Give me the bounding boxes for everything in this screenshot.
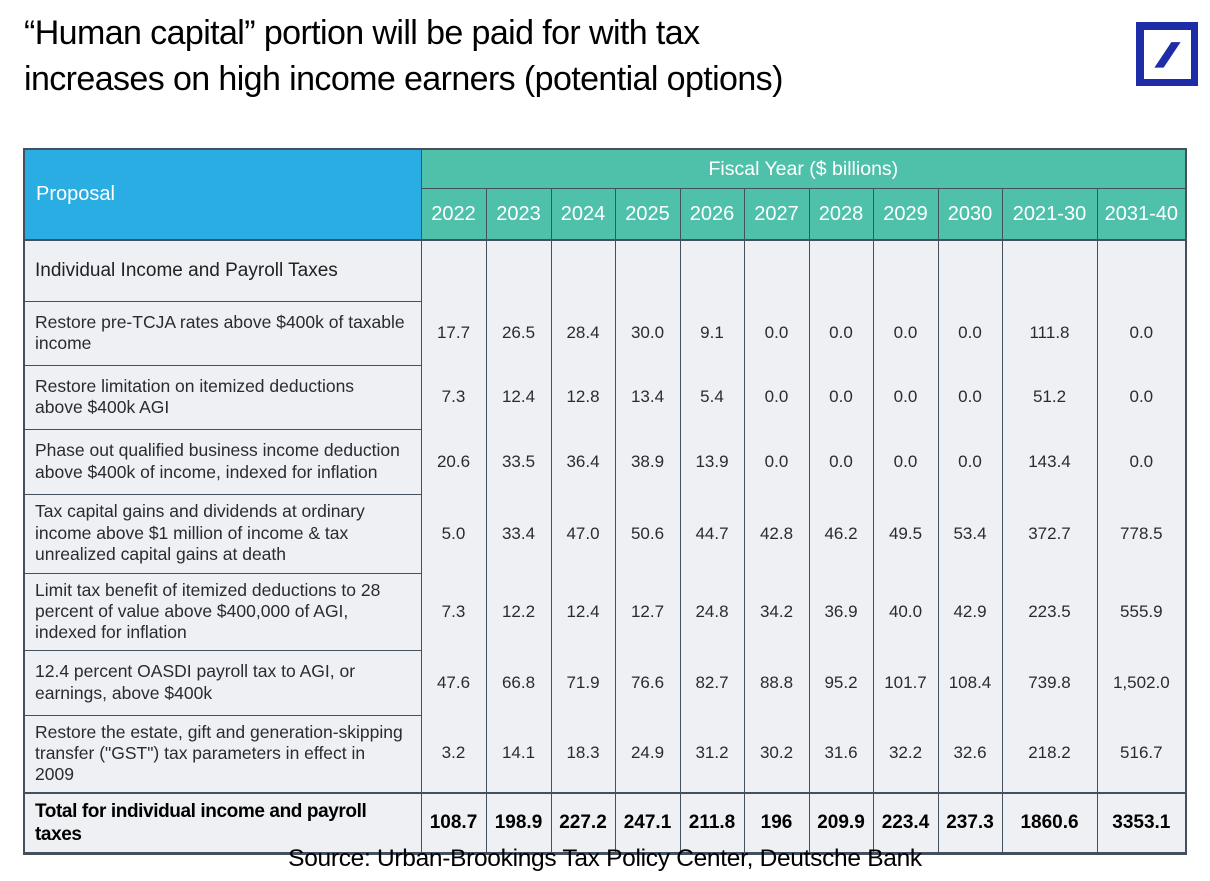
value-cell: 14.1	[486, 715, 551, 793]
empty-value-cell	[809, 240, 873, 301]
value-cell: 516.7	[1097, 715, 1186, 793]
value-cell: 9.1	[680, 301, 744, 365]
empty-value-cell	[744, 240, 809, 301]
value-cell: 0.0	[873, 365, 938, 429]
deutsche-bank-logo-icon	[1136, 22, 1198, 86]
value-cell: 28.4	[551, 301, 615, 365]
value-cell: 0.0	[1097, 365, 1186, 429]
year-column-header: 2023	[486, 189, 551, 241]
deutsche-bank-slash-icon	[1144, 30, 1191, 79]
year-column-header: 2031-40	[1097, 189, 1186, 241]
value-cell: 34.2	[744, 573, 809, 650]
value-cell: 739.8	[1002, 650, 1097, 715]
value-cell: 0.0	[1097, 301, 1186, 365]
year-column-header: 2030	[938, 189, 1002, 241]
year-column-header: 2024	[551, 189, 615, 241]
value-cell: 40.0	[873, 573, 938, 650]
value-cell: 82.7	[680, 650, 744, 715]
value-cell: 0.0	[873, 429, 938, 494]
value-cell: 0.0	[744, 429, 809, 494]
year-column-header: 2025	[615, 189, 680, 241]
value-cell: 88.8	[744, 650, 809, 715]
value-cell: 555.9	[1097, 573, 1186, 650]
value-cell: 66.8	[486, 650, 551, 715]
value-cell: 18.3	[551, 715, 615, 793]
total-value-cell: 196	[744, 793, 809, 854]
table-row	[24, 301, 1186, 365]
value-cell: 44.7	[680, 494, 744, 573]
page-title-line-1: “Human capital” portion will be paid for with tax	[24, 14, 700, 52]
value-cell: 33.4	[486, 494, 551, 573]
value-cell: 111.8	[1002, 301, 1097, 365]
proposal-cell: Restore limitation on itemized deductions above $400k AGI	[24, 365, 421, 429]
value-cell: 49.5	[873, 494, 938, 573]
total-value-cell: 198.9	[486, 793, 551, 854]
value-cell: 0.0	[1097, 429, 1186, 494]
value-cell: 24.9	[615, 715, 680, 793]
value-cell: 38.9	[615, 429, 680, 494]
table-row	[24, 650, 1186, 715]
empty-value-cell	[486, 240, 551, 301]
value-cell: 0.0	[938, 301, 1002, 365]
total-value-cell: 237.3	[938, 793, 1002, 854]
empty-value-cell	[873, 240, 938, 301]
value-cell: 12.2	[486, 573, 551, 650]
value-cell: 32.2	[873, 715, 938, 793]
fiscal-year-header: Fiscal Year ($ billions)	[421, 149, 1186, 189]
value-cell: 0.0	[744, 365, 809, 429]
value-cell: 33.5	[486, 429, 551, 494]
empty-value-cell	[938, 240, 1002, 301]
total-value-cell: 227.2	[551, 793, 615, 854]
value-cell: 47.0	[551, 494, 615, 573]
empty-value-cell	[1002, 240, 1097, 301]
value-cell: 51.2	[1002, 365, 1097, 429]
year-column-header: 2021-30	[1002, 189, 1097, 241]
year-column-header: 2026	[680, 189, 744, 241]
proposal-cell: Phase out qualified business income deduction above $400k of income, indexed for inflation	[24, 429, 421, 494]
value-cell: 223.5	[1002, 573, 1097, 650]
value-cell: 30.0	[615, 301, 680, 365]
table-row	[24, 573, 1186, 650]
page-title	[24, 10, 783, 102]
fiscal-year-banner-row	[24, 149, 1186, 189]
table-row	[24, 715, 1186, 793]
value-cell: 7.3	[421, 365, 486, 429]
value-cell: 50.6	[615, 494, 680, 573]
total-value-cell: 1860.6	[1002, 793, 1097, 854]
value-cell: 3.2	[421, 715, 486, 793]
total-value-cell: 3353.1	[1097, 793, 1186, 854]
value-cell: 26.5	[486, 301, 551, 365]
proposal-cell: Tax capital gains and dividends at ordinary income above $1 million of income & tax unrealized capital gains at death	[24, 494, 421, 573]
value-cell: 76.6	[615, 650, 680, 715]
year-column-header: 2022	[421, 189, 486, 241]
value-cell: 0.0	[809, 365, 873, 429]
value-cell: 12.4	[486, 365, 551, 429]
value-cell: 0.0	[809, 429, 873, 494]
table-row	[24, 365, 1186, 429]
value-cell: 0.0	[744, 301, 809, 365]
value-cell: 13.9	[680, 429, 744, 494]
value-cell: 95.2	[809, 650, 873, 715]
value-cell: 20.6	[421, 429, 486, 494]
table-row	[24, 494, 1186, 573]
year-column-header: 2029	[873, 189, 938, 241]
value-cell: 36.9	[809, 573, 873, 650]
total-value-cell: 223.4	[873, 793, 938, 854]
source-line: Source: Urban-Brookings Tax Policy Center, Deutsche Bank	[288, 845, 922, 872]
page-title-line-2: increases on high income earners (potential options)	[24, 60, 783, 98]
total-value-cell: 209.9	[809, 793, 873, 854]
empty-value-cell	[680, 240, 744, 301]
value-cell: 101.7	[873, 650, 938, 715]
table-row	[24, 429, 1186, 494]
value-cell: 0.0	[938, 365, 1002, 429]
value-cell: 12.8	[551, 365, 615, 429]
empty-value-cell	[551, 240, 615, 301]
value-cell: 13.4	[615, 365, 680, 429]
proposal-cell: Restore pre-TCJA rates above $400k of taxable income	[24, 301, 421, 365]
empty-value-cell	[1097, 240, 1186, 301]
value-cell: 32.6	[938, 715, 1002, 793]
value-cell: 30.2	[744, 715, 809, 793]
section-header-row	[24, 240, 1186, 301]
total-value-cell: 108.7	[421, 793, 486, 854]
proposal-cell: Limit tax benefit of itemized deductions to 28 percent of value above $400,000 of AGI, indexed for inflation	[24, 573, 421, 650]
value-cell: 42.9	[938, 573, 1002, 650]
value-cell: 31.2	[680, 715, 744, 793]
total-value-cell: 247.1	[615, 793, 680, 854]
proposal-column-header: Proposal	[24, 149, 421, 240]
value-cell: 218.2	[1002, 715, 1097, 793]
value-cell: 143.4	[1002, 429, 1097, 494]
value-cell: 0.0	[873, 301, 938, 365]
empty-value-cell	[615, 240, 680, 301]
value-cell: 5.0	[421, 494, 486, 573]
value-cell: 36.4	[551, 429, 615, 494]
total-value-cell: 211.8	[680, 793, 744, 854]
section-header-label: Individual Income and Payroll Taxes	[24, 240, 421, 301]
value-cell: 12.4	[551, 573, 615, 650]
value-cell: 5.4	[680, 365, 744, 429]
value-cell: 0.0	[809, 301, 873, 365]
value-cell: 0.0	[938, 429, 1002, 494]
value-cell: 12.7	[615, 573, 680, 650]
value-cell: 71.9	[551, 650, 615, 715]
value-cell: 17.7	[421, 301, 486, 365]
value-cell: 24.8	[680, 573, 744, 650]
value-cell: 108.4	[938, 650, 1002, 715]
value-cell: 53.4	[938, 494, 1002, 573]
tax-proposals-table	[23, 148, 1187, 855]
value-cell: 46.2	[809, 494, 873, 573]
year-column-header: 2028	[809, 189, 873, 241]
value-cell: 7.3	[421, 573, 486, 650]
value-cell: 372.7	[1002, 494, 1097, 573]
value-cell: 47.6	[421, 650, 486, 715]
value-cell: 31.6	[809, 715, 873, 793]
proposal-cell: Restore the estate, gift and generation-skipping transfer ("GST") tax parameters in effect in 2009	[24, 715, 421, 793]
value-cell: 42.8	[744, 494, 809, 573]
empty-value-cell	[421, 240, 486, 301]
year-column-header: 2027	[744, 189, 809, 241]
total-row-label: Total for individual income and payroll taxes	[24, 793, 421, 854]
value-cell: 1,502.0	[1097, 650, 1186, 715]
value-cell: 778.5	[1097, 494, 1186, 573]
proposal-cell: 12.4 percent OASDI payroll tax to AGI, or earnings, above $400k	[24, 650, 421, 715]
